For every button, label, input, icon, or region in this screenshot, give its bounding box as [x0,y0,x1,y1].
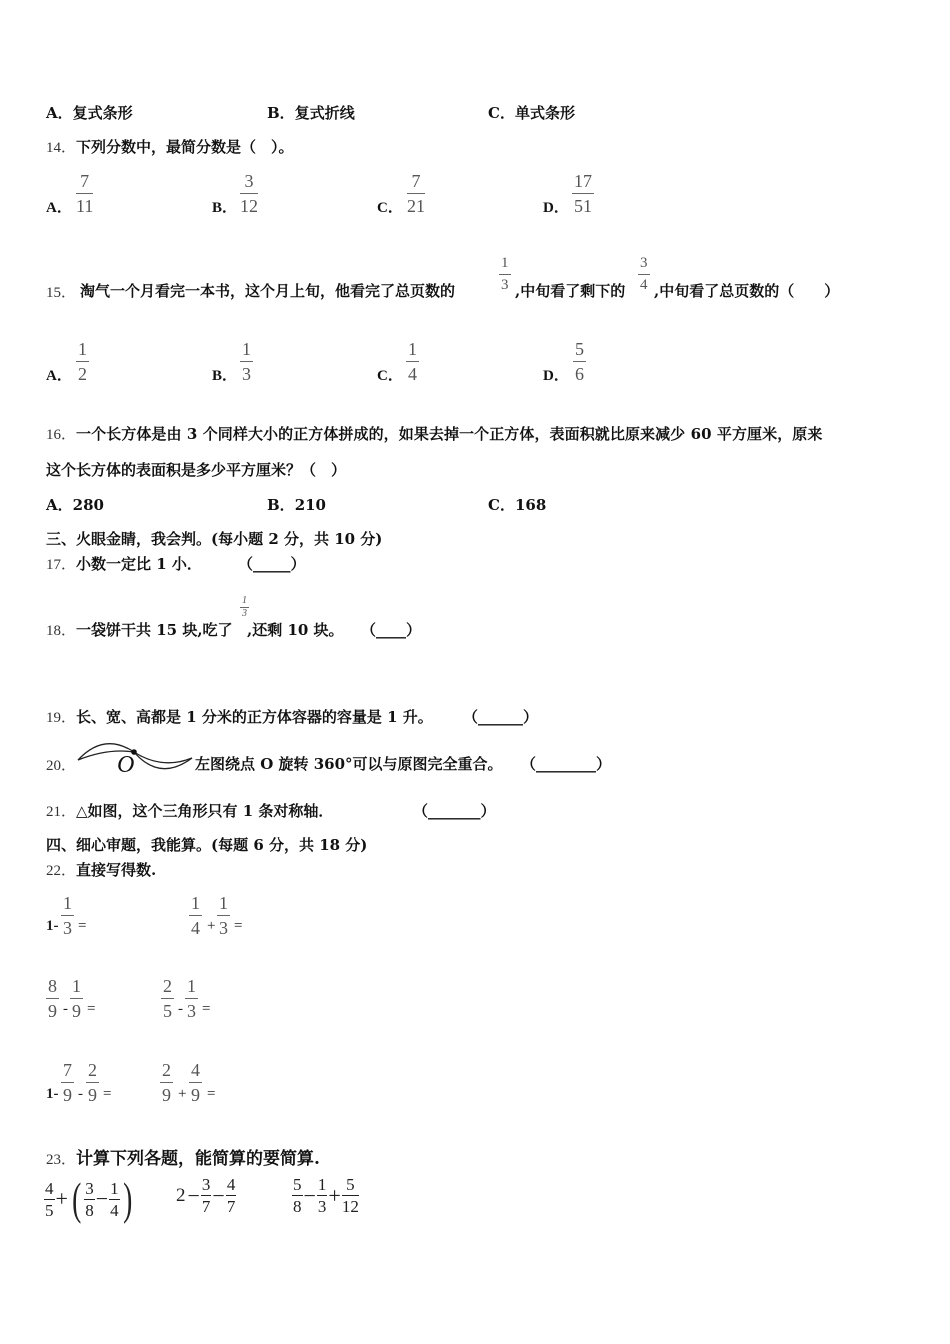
q20-number: 20． [46,758,77,774]
q18-text-a: 一袋饼干共 15 块,吃了 [76,621,233,639]
q15-option-a-fraction: $\frac{1}{2}$ [78,339,87,384]
q13-option-c: C．单式条形 [488,104,575,122]
q23-c2-lead: 2 [176,1184,186,1206]
q14-option-a-fraction: $\frac{7}{11}$ [76,171,94,216]
q16-option-b: B．210 [267,496,326,514]
q21 [46,800,333,821]
q22-e1-equals: = [78,918,87,934]
q22-e3-fraction-1: $\frac{8}{9}$ [48,976,57,1021]
q15-number: 15． [46,285,77,301]
q23-c3-fraction-b: $\frac{1}{3}$ [317,1175,327,1216]
q15-text-a: 淘气一个月看完一本书，这个月上旬，他看完了总页数的 [80,282,456,300]
q23-number: 23． [46,1152,77,1168]
q18-number: 18． [46,623,77,639]
q23-c2-fraction-b: $\frac{4}{7}$ [226,1175,236,1216]
q14-option-d-fraction: $\frac{17}{51}$ [574,171,592,216]
q22-e3-equals: = [87,1001,96,1017]
q14-option-c-letter: C． [377,200,403,216]
q22-e3-operator: - [63,1001,68,1017]
q20-text: 左图绕点 O 旋转 360°可以与原图完全重合。 [195,755,503,773]
q22-e4-equals: = [202,1001,211,1017]
q22-e2-equals: = [234,918,243,934]
q22 [46,859,156,880]
q22-e5-fraction-1: $\frac{7}{9}$ [63,1060,72,1105]
q23-c2-fraction-a: $\frac{3}{7}$ [201,1175,211,1216]
q18-answer-blank[interactable]: （____） [361,621,422,639]
q20-answer-blank[interactable]: （________） [521,755,612,773]
q23-c3-op-1: − [303,1182,316,1208]
q17-text: 小数一定比 1 小． [76,555,202,573]
q15-fraction-2: $\frac{3}{4}$ [640,255,648,293]
q23-text: 计算下列各题，能简算的要简算. [76,1149,320,1169]
q16-line1 [46,423,822,444]
q22-e6-equals: = [207,1086,216,1102]
q14-option-c-fraction: $\frac{7}{21}$ [407,171,425,216]
q22-e4-fraction-1: $\frac{2}{5}$ [163,976,172,1021]
q14-option-b-fraction: $\frac{3}{12}$ [240,171,258,216]
q23-c3-fraction-c: $\frac{5}{12}$ [341,1175,359,1216]
q23-c1-fraction-c: $\frac{1}{4}$ [110,1178,119,1220]
q22-e6-fraction-1: $\frac{2}{9}$ [162,1060,171,1105]
q17-answer-blank[interactable]: （_____） [238,555,306,573]
q21-answer-blank[interactable]: （_______） [413,802,496,820]
q22-e3-fraction-2: $\frac{1}{9}$ [72,976,81,1021]
q23-c1-fraction-a: $\frac{4}{5}$ [45,1178,54,1220]
q14-option-d-letter: D． [543,200,569,216]
q23 [46,1144,320,1169]
q16-line2: 这个长方体的表面积是多少平方厘米？（ ） [46,461,347,479]
q14-option-a-letter: A． [46,200,72,216]
q22-e5-fraction-2: $\frac{2}{9}$ [88,1060,97,1105]
q22-e2-fraction-1: $\frac{1}{4}$ [191,893,200,938]
q22-e5-lead: 1- [46,1086,59,1102]
q15-option-c-fraction: $\frac{1}{4}$ [408,339,417,384]
q15-option-d-fraction: $\frac{5}{6}$ [575,339,584,384]
q20-figure [76,736,194,780]
q20-point-label: O [117,752,135,778]
q19-answer-blank[interactable]: （______） [463,708,539,726]
q15-option-b-letter: B． [212,368,238,384]
section-4-heading: 四、细心审题，我能算。(每题 6 分，共 18 分) [46,836,368,854]
q17-number: 17． [46,557,77,573]
q14-number: 14． [46,140,77,156]
q19-number: 19． [46,710,77,726]
q23-c1-paren-close: ) [122,1173,132,1224]
q13-option-b: B．复式折线 [267,104,355,122]
q15-text-b: ,中旬看了剩下的 [515,282,626,300]
q23-c2-op-1: − [187,1182,200,1208]
section-3-heading: 三、火眼金睛，我会判。(每小题 2 分，共 10 分) [46,530,383,548]
q23-calc-3 [292,1176,359,1215]
q22-e4-operator: - [178,1001,183,1017]
q23-c2-op-2: − [212,1182,225,1208]
q23-c1-paren-open: ( [71,1173,82,1224]
q19 [46,706,433,727]
q18 [46,619,233,640]
q16-number: 16． [46,427,77,443]
q16-option-c: C．168 [488,496,547,514]
q13-option-a: A．复式条形 [46,104,133,122]
q15-option-a-letter: A． [46,368,72,384]
q23-c1-fraction-b: $\frac{3}{8}$ [85,1178,94,1220]
q19-text: 长、宽、高都是 1 分米的正方体容器的容量是 1 升。 [76,708,433,726]
q14-text: 下列分数中，最简分数是（ ）。 [76,138,294,156]
q14-option-b-letter: B． [212,200,238,216]
q23-calc-2 [175,1176,236,1215]
q22-e6-fraction-2: $\frac{4}{9}$ [191,1060,200,1105]
q22-e6-operator: + [178,1086,187,1102]
q17 [46,553,202,574]
q22-e1-fraction: $\frac{1}{3}$ [63,893,72,938]
q21-number: 21． [46,804,77,820]
q16-option-a: A．280 [46,496,104,514]
q22-e4-fraction-2: $\frac{1}{3}$ [187,976,196,1021]
q15-fraction-1: $\frac{1}{3}$ [501,255,509,293]
q23-c3-op-2: + [328,1182,341,1208]
q22-number: 22． [46,863,77,879]
q22-text: 直接写得数. [76,861,157,879]
q16-text-1: 一个长方体是由 3 个同样大小的正方体拼成的，如果去掉一个正方体，表面积就比原来减少 60 平方厘米，原来 [76,425,823,443]
q22-e2-fraction-2: $\frac{1}{3}$ [219,893,228,938]
q18-text-b: ,还剩 10 块。 [247,621,344,639]
q15-option-c-letter: C． [377,368,403,384]
q23-calc-1 [44,1173,135,1224]
q23-c1-op-1: + [55,1186,68,1211]
q22-e2-operator: + [207,918,216,934]
q15-option-b-fraction: $\frac{1}{3}$ [242,339,251,384]
q23-c1-op-2: − [95,1186,109,1211]
q23-c3-fraction-a: $\frac{5}{8}$ [293,1175,302,1216]
q18-fraction: $\frac{1}{3}$ [242,595,247,619]
q15-option-d-letter: D． [543,368,569,384]
q22-e5-operator: - [78,1086,83,1102]
q22-e1-lead: 1- [46,918,59,934]
q22-e5-equals: = [103,1086,112,1102]
q21-text: △如图，这个三角形只有 1 条对称轴． [76,802,334,820]
q15-text-c: ,中旬看了总页数的（ ） [654,282,840,300]
q14-stem [46,136,294,157]
